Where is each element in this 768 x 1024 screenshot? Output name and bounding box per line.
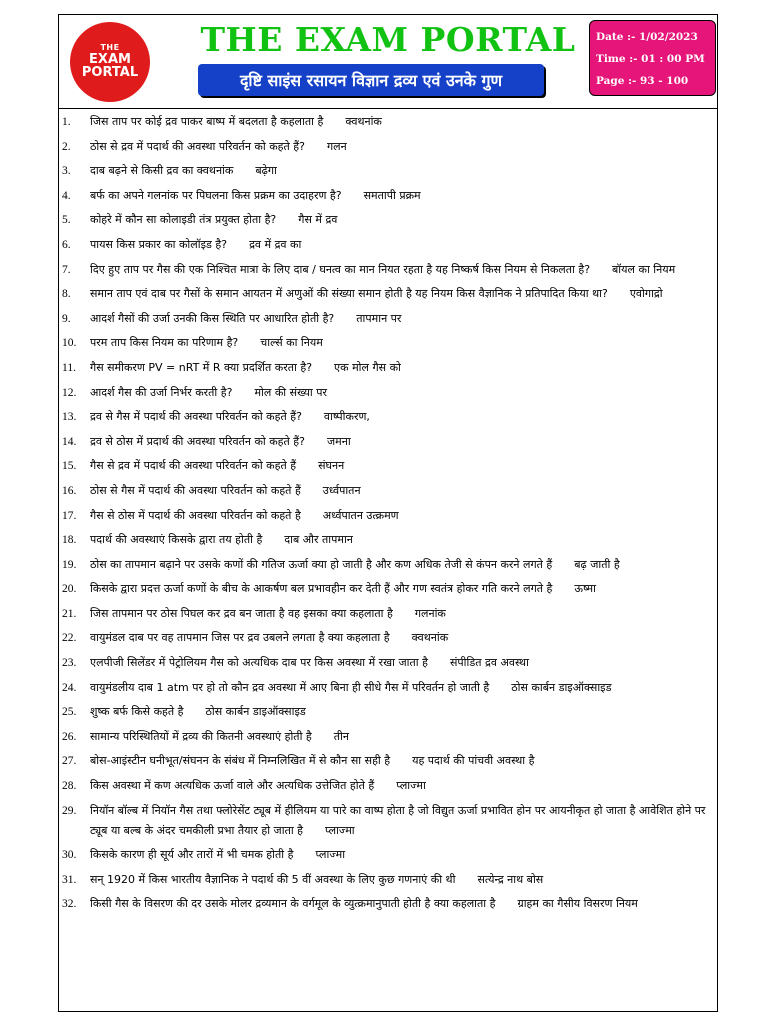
answer-text: क्वथनांक	[345, 115, 382, 128]
question-text: वायुमंडलीय दाब 1 atm पर हो तो कौन द्रव अवस्था में आए बिना ही सीधे गैस में परिवर्तन हो जाती है	[90, 680, 490, 694]
question-text: एलपीजी सिलेंडर में पेट्रोलियम गैस को अत्यधिक दाब पर किस अवस्था में रखा जाता है	[90, 656, 428, 670]
question-item	[58, 383, 718, 403]
question-number: 27.	[62, 755, 77, 768]
question-item	[58, 358, 718, 378]
question-item	[58, 801, 718, 841]
answer-text: गलनांक	[414, 606, 446, 620]
question-text: गैस से ठोस में पदार्थ की अवस्था परिवर्तन को कहते है	[90, 508, 301, 522]
question-item	[58, 309, 718, 329]
question-item	[58, 628, 718, 648]
question-item	[58, 555, 718, 575]
question-number: 1.	[62, 116, 71, 128]
question-number: 2.	[62, 140, 71, 153]
question-item	[58, 845, 718, 865]
answer-text: मोल की संख्या पर	[254, 385, 327, 399]
question-number: 24.	[62, 681, 77, 694]
question-item	[58, 284, 718, 304]
question-number: 13.	[62, 411, 77, 424]
question-number: 29.	[62, 804, 77, 817]
answer-text: बढ़ जाती है	[574, 557, 620, 571]
answer-text: संघनन	[318, 459, 345, 473]
logo-line-1: THE	[100, 43, 120, 53]
answer-text: क्वथनांक	[411, 631, 449, 645]
question-number: 17.	[62, 509, 77, 522]
exam-portal-logo	[70, 22, 150, 102]
question-number: 8.	[62, 288, 71, 301]
question-number: 21.	[62, 607, 77, 620]
question-item	[58, 870, 718, 890]
question-text: द्रव से ठोस में प्रदार्थ की अवस्था परिवर्तन को कहते हैं?	[90, 434, 305, 448]
question-item	[58, 137, 718, 157]
question-number: 18.	[62, 534, 77, 547]
question-number: 15.	[62, 460, 77, 473]
question-number: 5.	[62, 214, 71, 227]
question-text: सन् 1920 में किस भारतीय वैज्ञानिक ने पदार्थ की 5 वीं अवस्था के लिए कुछ गणनाएं की थी	[90, 872, 456, 886]
question-number: 14.	[62, 435, 77, 448]
header-divider	[58, 108, 718, 109]
question-text: पदार्थ की अवस्थाएं किसके द्वारा तय होती है	[90, 533, 263, 547]
question-number: 23.	[62, 657, 77, 670]
question-text: पायस किस प्रकार का कोलॉइड है?	[90, 237, 228, 251]
answer-text: प्लाज्मा	[325, 823, 355, 837]
question-text: किसके कारण ही सूर्य और तारों में भी चमक होती है	[90, 848, 294, 862]
question-text: दाब बढ़ने से किसी द्रव का क्वथनांक	[90, 164, 234, 178]
answer-text: वाष्पीकरण,	[323, 410, 370, 424]
answer-text: संपीडित द्रव अवस्था	[449, 656, 529, 670]
question-number: 20.	[62, 583, 77, 596]
answer-text: ठोस कार्बन डाइऑक्साइड	[205, 705, 306, 719]
question-text: वायुमंडल दाब पर वह तापमान जिस पर द्रव उबलने लगता है क्या कहलाता है	[90, 631, 390, 645]
question-text: जिस ताप पर कोई द्रव पाकर बाष्प में बदलता है कहलाता है	[90, 115, 324, 128]
question-item	[58, 333, 718, 353]
logo-line-2: EXAM	[89, 51, 131, 67]
answer-text: चार्ल्स का नियम	[260, 336, 323, 350]
question-item	[58, 186, 718, 206]
question-text: शुष्क बर्फ किसे कहते है	[90, 705, 184, 719]
subtitle-text: दृष्टि साइंस रसायन विज्ञान द्रव्य एवं उनके गुण	[239, 71, 503, 90]
question-item	[58, 776, 718, 796]
question-number: 26.	[62, 730, 77, 743]
answer-text: बॉयल का नियम	[612, 262, 676, 276]
answer-text: द्रव में द्रव का	[249, 237, 302, 251]
question-item	[58, 210, 718, 230]
question-text: कोहरे में कौन सा कोलाइडी तंत्र प्रयुक्त होता है?	[90, 213, 277, 227]
page-range-label: Page :- 93 - 100	[596, 75, 689, 87]
question-text: आदर्श गैस की उर्जा निर्भर करती है?	[90, 385, 233, 399]
question-number: 32.	[62, 898, 77, 911]
question-number: 12.	[62, 386, 77, 399]
question-number: 10.	[62, 337, 77, 350]
question-item	[58, 161, 718, 181]
question-number: 19.	[62, 558, 77, 571]
question-text: परम ताप किस नियम का परिणाम है?	[90, 336, 239, 350]
question-number: 11.	[62, 361, 76, 374]
question-item	[58, 530, 718, 550]
question-text: समान ताप एवं दाब पर गैसों के समान आयतन में अणुओं की संख्या समान होती है यह नियम किस वैज्ञानिक ने प्रतिपादित किया था?	[90, 287, 608, 301]
question-number: 6.	[62, 238, 71, 251]
question-list	[58, 112, 718, 919]
question-item	[58, 727, 718, 747]
answer-text: प्लाज्मा	[315, 848, 346, 862]
question-number: 7.	[62, 263, 71, 276]
date-label: Date :- 1/02/2023	[596, 31, 698, 43]
question-item	[58, 456, 718, 476]
question-number: 16.	[62, 484, 77, 497]
answer-text: एवोगाद्रो	[629, 287, 663, 301]
answer-text: तापमान पर	[356, 311, 402, 325]
question-text: ठोस से गैस में पदार्थ की अवस्था परिवर्तन को कहते हैं	[90, 483, 301, 497]
answer-text: सत्येन्द्र नाथ बोस	[477, 872, 544, 886]
question-item	[58, 481, 718, 501]
question-text: ठोस से द्रव में पदार्थ की अवस्था परिवर्तन को कहते हैं?	[90, 139, 305, 153]
subtitle-banner	[198, 64, 544, 96]
logo-line-3: PORTAL	[81, 65, 139, 81]
answer-text: समतापी प्रक्रम	[363, 188, 421, 202]
question-text: किस अवस्था में कण अत्यधिक ऊर्जा वाले और अत्यधिक उत्तेजित होते हैं	[90, 779, 375, 793]
question-text: आदर्श गैसों की उर्जा उनकी किस स्थिति पर आधारित होती है?	[90, 311, 335, 325]
question-number: 4.	[62, 189, 71, 202]
question-number: 22.	[62, 632, 77, 645]
question-item	[58, 506, 718, 526]
date-time-page-box	[589, 20, 716, 96]
question-item	[58, 653, 718, 673]
question-text: सामान्य परिस्थितियों में द्रव्य की कितनी अवस्थाएं होती है	[90, 729, 312, 743]
question-text: ठोस का तापमान बढ़ाने पर उसके कणों की गतिज ऊर्जा क्या हो जाती है और कण अधिक तेजी से कंपन करने लगते हैं	[90, 557, 553, 571]
answer-text: यह पदार्थ की पांचवी अवस्था है	[412, 754, 535, 768]
question-number: 3.	[62, 165, 71, 178]
question-item	[58, 260, 718, 280]
answer-text: दाब और तापमान	[284, 533, 353, 547]
time-label: Time :- 01 : 00 PM	[596, 53, 705, 65]
answer-text: गलन	[326, 139, 347, 153]
question-text: नियॉन बॉल्ब में नियॉन गैस तथा फ्लोरेसेंट ट्यूब में हीलियम या पारे का वाष्प होता है जो विद्युत ऊर्जा प्रभावित होन पर आयनीकृत हो जाता है आवेशित होने पर ट्यूब या बल्ब के अंदर चमकीली प्रभा तैयार हो जाता है	[90, 803, 706, 837]
question-text: दिए हुए ताप पर गैस की एक निश्चित मात्रा के लिए दाब / घनत्व का मान नियत रहता है यह निष्कर्ष किस नियम से निकलता है?	[90, 262, 591, 276]
page-title: THE EXAM PORTAL	[200, 20, 576, 59]
question-item	[58, 678, 718, 698]
question-text: किसी गैस के विसरण की दर उसके मोलर द्रव्यमान के वर्गमूल के व्युत्क्रमानुपाती होती है क्या कहलाता है	[90, 897, 496, 911]
question-number: 25.	[62, 706, 77, 719]
answer-text: बढ़ेगा	[255, 164, 277, 178]
answer-text: ग्राहम का गैसीय विसरण नियम	[517, 897, 638, 911]
question-item	[58, 432, 718, 452]
answer-text: जमना	[326, 434, 351, 448]
answer-text: अर्ध्वपातन उत्क्रमण	[322, 508, 399, 522]
question-text: बोस-आइंस्टीन घनीभूत/संघनन के संबंध में निम्नलिखित में से कौन सा सही है	[90, 754, 391, 768]
answer-text: प्लाज्मा	[396, 779, 426, 793]
question-number: 28.	[62, 780, 77, 793]
answer-text: तीन	[333, 729, 349, 743]
question-text: द्रव से गैस में पदार्थ की अवस्था परिवर्तन को कहते हैं?	[90, 410, 302, 424]
answer-text: गैस में द्रव	[298, 213, 338, 227]
question-number: 31.	[62, 873, 77, 886]
question-item	[58, 407, 718, 427]
question-text: जिस तापमान पर ठोस पिघल कर द्रव बन जाता है वह इसका क्या कहलाता है	[90, 606, 393, 620]
question-number: 30.	[62, 849, 77, 862]
question-item	[58, 579, 718, 599]
question-text: गैस से द्रव में पदार्थ की अवस्था परिवर्तन को कहते हैं	[90, 459, 297, 473]
question-item	[58, 235, 718, 255]
question-text: किसके द्वारा प्रदत्त ऊर्जा कणों के बीच के आकर्षण बल प्रभावहीन कर देती हैं और गण स्वतंत्र होकर गति करने लगते है	[90, 582, 553, 596]
question-item	[58, 112, 718, 132]
question-item	[58, 751, 718, 771]
answer-text: ऊष्मा	[574, 582, 596, 596]
question-text: गैस समीकरण PV = nRT में R क्या प्रदर्शित करता है?	[90, 360, 313, 374]
answer-text: उर्ध्वपातन	[322, 483, 361, 497]
question-number: 9.	[62, 312, 71, 325]
question-text: बर्फ का अपने गलनांक पर पिघलना किस प्रक्रम का उदाहरण है?	[90, 188, 342, 202]
answer-text: ठोस कार्बन डाइऑक्साइड	[511, 680, 612, 694]
question-item	[58, 604, 718, 624]
question-item	[58, 702, 718, 722]
question-item	[58, 894, 718, 914]
answer-text: एक मोल गैस को	[334, 360, 401, 374]
